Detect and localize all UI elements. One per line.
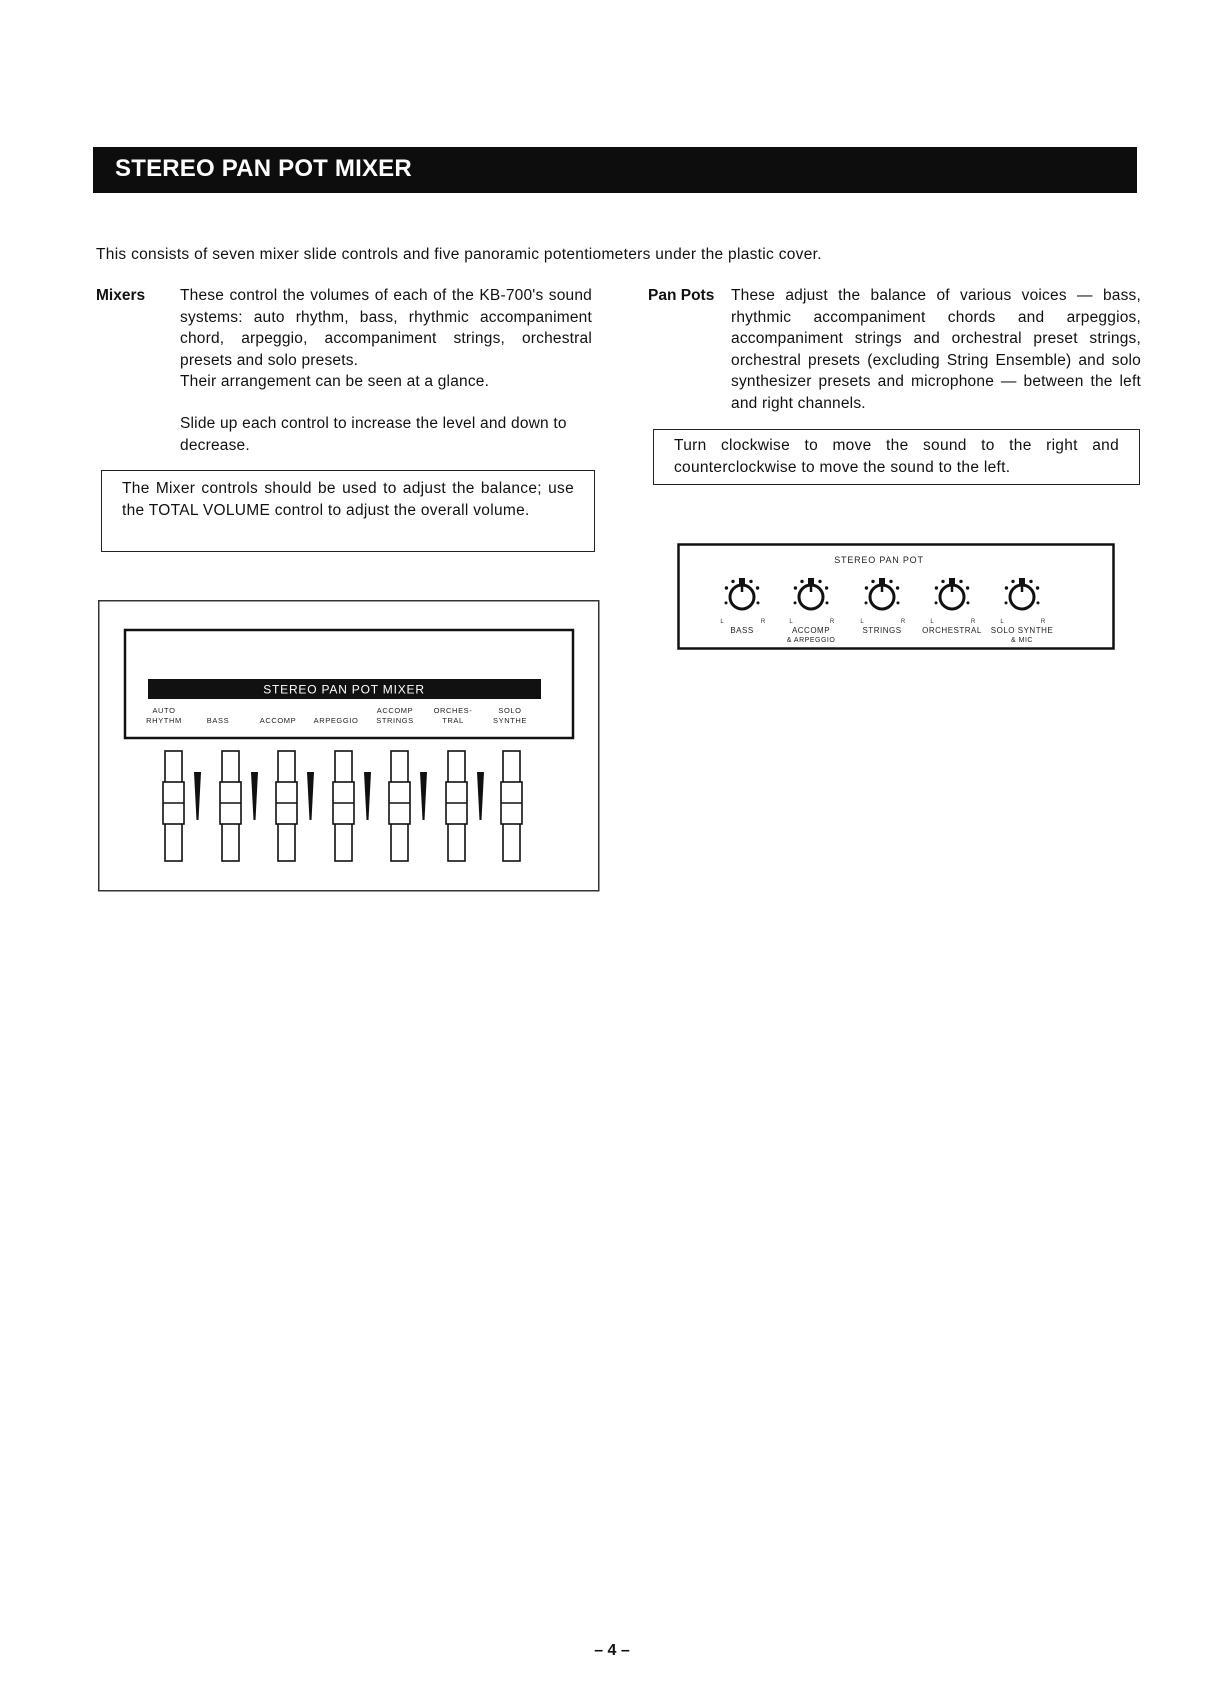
- mixer-channel-label-line2: TRAL: [442, 716, 464, 725]
- panpot-right-marker: R: [760, 619, 766, 625]
- panpot-scale-dot: [935, 586, 938, 589]
- panpot-scale-dot: [941, 580, 944, 583]
- panpot-label-line1: ACCOMP: [791, 626, 831, 635]
- panpot-label-line2: & ARPEGGIO: [786, 637, 836, 644]
- mixer-channel-label-line2: SYNTHE: [492, 716, 528, 725]
- panpot-left-marker: L: [930, 619, 934, 625]
- panpot-right-marker: R: [900, 619, 906, 625]
- panpots-term: Pan Pots: [648, 287, 715, 304]
- panpot-scale-dot: [1036, 601, 1039, 604]
- panpot-left-marker: L: [720, 619, 724, 625]
- panpot-scale-dot: [825, 601, 828, 604]
- panpot-scale-dot: [865, 586, 868, 589]
- panpot-scale-dot: [825, 586, 828, 589]
- mixer-channel-label-line2: STRINGS: [376, 716, 414, 725]
- panpot-scale-dot: [731, 580, 734, 583]
- intro-text: This consists of seven mixer slide controls and five panoramic potentiometers under the plastic cover.: [96, 246, 822, 263]
- mixers-description: These control the volumes of each of the KB-700's sound systems: auto rhythm, bass, rhythmic accompaniment chord, arpeggio, accompaniment strings, orchestral presets and solo presets.: [180, 287, 592, 369]
- mixer-channel-label-line2: ARPEGGIO: [313, 716, 359, 725]
- mixer-channel-label-line2: BASS: [206, 716, 230, 725]
- panpots-description: These adjust the balance of various voices — bass, rhythmic accompaniment chords and arpeggios, accompaniment strings and orchestral preset strings, orchestral presets (excluding String Ensemble) and solo synthesizer presets and microphone — between the left and right channels.: [731, 287, 1141, 412]
- mixer-channel-label-line1: SOLO: [498, 706, 522, 715]
- panpot-scale-dot: [756, 586, 759, 589]
- panpot-scale-dot: [896, 586, 899, 589]
- panpot-scale-dot: [865, 601, 868, 604]
- panpot-scale-dot: [959, 580, 962, 583]
- mixer-channel-label-line1: ACCOMP: [376, 706, 414, 715]
- panpot-scale-dot: [800, 580, 803, 583]
- panpot-scale-dot: [1005, 601, 1008, 604]
- page-number: – 4 –: [594, 1642, 630, 1659]
- mixer-channel-label-line2: RHYTHM: [146, 716, 182, 725]
- panpot-right-marker: R: [829, 619, 835, 625]
- panpot-scale-dot: [818, 580, 821, 583]
- mixer-channel-label-line1: AUTO: [152, 706, 176, 715]
- panpot-scale-dot: [1029, 580, 1032, 583]
- panpot-scale-dot: [756, 601, 759, 604]
- panpot-scale-dot: [794, 586, 797, 589]
- section-header: [93, 147, 1137, 193]
- panpot-label-line2: & MIC: [1011, 637, 1033, 644]
- panpot-scale-dot: [749, 580, 752, 583]
- panpots-note-text: Turn clockwise to move the sound to the right and counterclockwise to move the sound to the left.: [674, 437, 1119, 476]
- panpot-scale-dot: [871, 580, 874, 583]
- mixer-channel-label-line2: ACCOMP: [259, 716, 297, 725]
- mixer-panel-figure: [98, 600, 600, 892]
- panpot-scale-dot: [935, 601, 938, 604]
- panpot-left-marker: L: [860, 619, 864, 625]
- panpot-panel-title: STEREO PAN POT: [834, 555, 924, 565]
- mixer-panel-title: STEREO PAN POT MIXER: [263, 682, 425, 697]
- panpot-scale-dot: [1036, 586, 1039, 589]
- panpot-scale-dot: [896, 601, 899, 604]
- panpot-left-marker: L: [1000, 619, 1004, 625]
- mixer-slider: [501, 751, 522, 861]
- mixers-arrangement: Their arrangement can be seen at a glance.: [180, 373, 490, 390]
- mixers-slide-instruction: Slide up each control to increase the level and down to decrease.: [180, 415, 567, 454]
- panpots-note: [653, 429, 1140, 485]
- panpot-label-line1: BASS: [730, 626, 754, 635]
- panpot-scale-dot: [966, 601, 969, 604]
- section-title: STEREO PAN POT MIXER: [115, 155, 412, 182]
- mixers-term: Mixers: [96, 287, 146, 304]
- panpot-scale-dot: [725, 601, 728, 604]
- panpot-scale-dot: [1005, 586, 1008, 589]
- panpot-label-line1: STRINGS: [862, 626, 902, 635]
- panpot-panel-figure: [677, 543, 1115, 650]
- panpot-scale-dot: [725, 586, 728, 589]
- mixers-note-text: The Mixer controls should be used to adjust the balance; use the TOTAL VOLUME control to adjust the overall volume.: [122, 480, 574, 519]
- mixers-note: [101, 470, 595, 552]
- panpot-scale-dot: [794, 601, 797, 604]
- panpot-right-marker: R: [1040, 619, 1046, 625]
- panpot-label-line1: SOLO SYNTHE: [990, 626, 1054, 635]
- panpot-label-line1: ORCHESTRAL: [922, 626, 982, 635]
- panpot-scale-dot: [966, 586, 969, 589]
- panpot-scale-dot: [889, 580, 892, 583]
- panpot-right-marker: R: [970, 619, 976, 625]
- panpot-left-marker: L: [789, 619, 793, 625]
- panpot-scale-dot: [1011, 580, 1014, 583]
- mixer-channel-label-line1: ORCHES-: [433, 706, 473, 715]
